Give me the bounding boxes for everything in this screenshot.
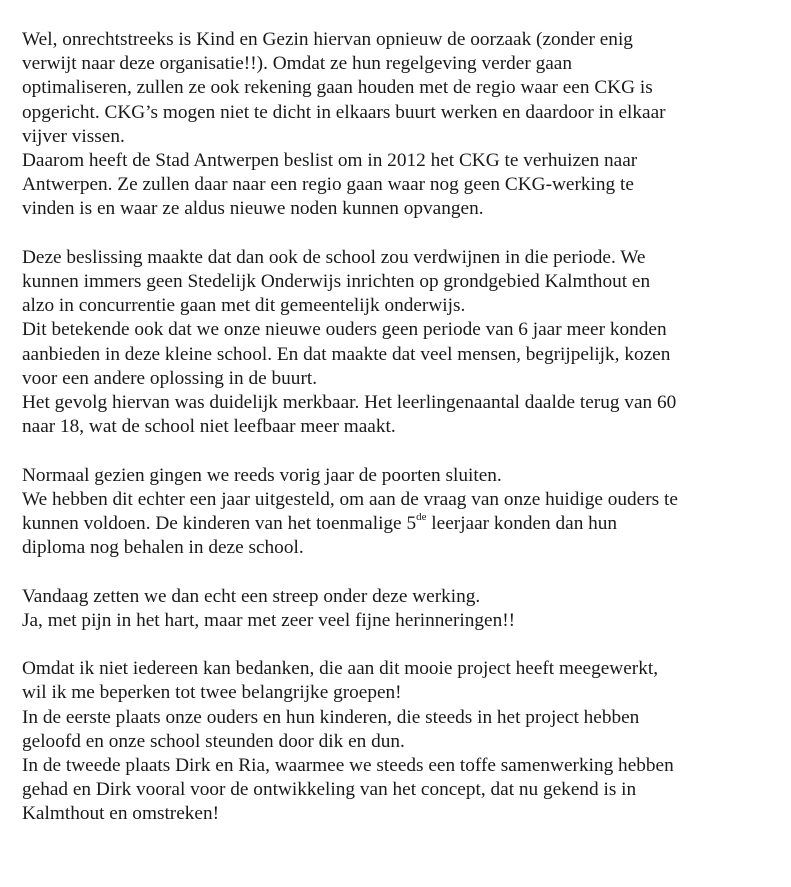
text-line: alzo in concurrentie gaan met dit gemeentelijk onderwijs. xyxy=(22,295,466,317)
text-line: Daarom heeft de Stad Antwerpen beslist om in 2012 het CKG te verhuizen naar xyxy=(22,150,638,172)
text-line: In de tweede plaats Dirk en Ria, waarmee we steeds een toffe samenwerking hebben xyxy=(22,755,674,777)
text-line xyxy=(22,512,782,536)
text-line: Dit betekende ook dat we onze nieuwe ouders geen periode van 6 jaar meer konden xyxy=(22,319,667,341)
text-line: Deze beslissing maakte dat dan ook de school zou verdwijnen in die periode. We xyxy=(22,246,646,268)
text-line: vinden is en waar ze aldus nieuwe noden kunnen opvangen. xyxy=(22,198,484,220)
text-line: naar 18, wat de school niet leefbaar meer maakt. xyxy=(22,416,396,438)
paragraph-decision xyxy=(22,246,782,440)
text-line: vijver vissen. xyxy=(22,125,125,147)
text-line: wil ik me beperken tot twee belangrijke groepen! xyxy=(22,682,402,704)
text-line: In de eerste plaats onze ouders en hun kinderen, die steeds in het project hebben xyxy=(22,706,640,728)
paragraph-spacer xyxy=(22,222,782,246)
text-fragment: kunnen voldoen. De kinderen van het toenmalige 5 xyxy=(22,513,417,535)
text-line: Omdat ik niet iedereen kan bedanken, die aan dit mooie project heeft meegewerkt, xyxy=(22,658,659,680)
text-fragment: leerjaar konden dan hun xyxy=(426,513,618,535)
text-line: opgericht. CKG’s mogen niet te dicht in elkaars buurt werken en daardoor in elkaar xyxy=(22,101,666,123)
text-line: Kalmthout en omstreken! xyxy=(22,803,220,825)
text-line: optimaliseren, zullen ze ook rekening gaan houden met de regio waar een CKG is xyxy=(22,77,653,99)
text-line: Het gevolg hiervan was duidelijk merkbaar. Het leerlingenaantal daalde terug van 60 xyxy=(22,392,677,414)
paragraph-spacer xyxy=(22,633,782,657)
text-line: Wel, onrechtstreeks is Kind en Gezin hiervan opnieuw de oorzaak (zonder enig xyxy=(22,29,633,50)
text-line: verwijt naar deze organisatie!!). Omdat ze hun regelgeving verder gaan xyxy=(22,53,572,75)
text-line: voor een andere oplossing in de buurt. xyxy=(22,367,318,389)
text-line: Vandaag zetten we dan echt een streep onder deze werking. xyxy=(22,585,481,607)
text-line: Antwerpen. Ze zullen daar naar een regio gaan waar nog geen CKG-werking te xyxy=(22,174,634,196)
text-line: diploma nog behalen in deze school. xyxy=(22,537,304,559)
paragraph-postponement xyxy=(22,464,782,561)
text-line: Normaal gezien gingen we reeds vorig jaar de poorten sluiten. xyxy=(22,464,502,486)
paragraph-spacer xyxy=(22,560,782,584)
paragraph-spacer xyxy=(22,439,782,463)
paragraph-closing xyxy=(22,585,782,633)
ordinal-superscript: de xyxy=(416,510,427,523)
text-line: We hebben dit echter een jaar uitgesteld, om aan de vraag van onze huidige ouders te xyxy=(22,488,678,510)
text-line: kunnen immers geen Stedelijk Onderwijs inrichten op grondgebied Kalmthout en xyxy=(22,271,651,293)
text-line: geloofd en onze school steunden door dik en dun. xyxy=(22,730,405,752)
paragraph-cause xyxy=(22,28,782,222)
text-line: Ja, met pijn in het hart, maar met zeer veel fijne herinneringen!! xyxy=(22,609,516,631)
text-line: aanbieden in deze kleine school. En dat maakte dat veel mensen, begrijpelijk, kozen xyxy=(22,343,671,365)
text-line: gehad en Dirk vooral voor de ontwikkeling van het concept, dat nu gekend is in xyxy=(22,779,637,801)
letter-body xyxy=(22,28,782,827)
paragraph-thanks xyxy=(22,657,782,826)
